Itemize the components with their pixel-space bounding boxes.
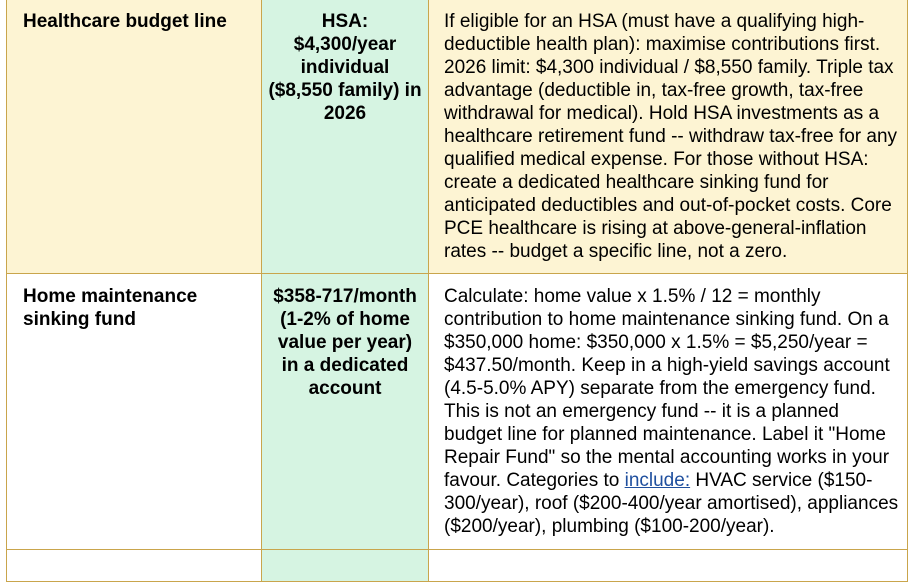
budget-table: [6, 0, 908, 582]
table-cell-empty: [7, 550, 262, 582]
table-cell-empty: [429, 550, 908, 582]
guidance-text: If eligible for an HSA (must have a qualifying high-deductible health plan): maximise contributions first. 2026 limit: $4,300 individual / $8,550 family. Triple tax advantage (deductible in, tax-free growth, tax-free withdrawal for medical). Hold HSA investments as a healthcare retirement fund -- withdraw tax-free for any qualified medical expense. For those without HSA: create a dedicated healthcare sinking fund for anticipated deductibles and out-of-pocket costs. Core PCE healthcare is rising at above-general-inflation rates -- budget a specific line, not a zero.: [429, 0, 908, 274]
guidance-text-part: HVAC service ($150-300/year), roof ($200-400/year amortised), appliances ($200/year), plumbing ($100-200/year).: [444, 470, 899, 537]
table-row: [7, 274, 908, 550]
table-row-partial: [7, 550, 908, 582]
budget-item-name: Home maintenance sinking fund: [7, 274, 262, 550]
table-cell-empty: [262, 550, 429, 582]
include-link[interactable]: include:: [624, 470, 691, 491]
recommended-amount: $358-717/month (1-2% of home value per year) in a dedicated account: [262, 274, 429, 550]
guidance-text-part: Calculate: home value x 1.5% / 12 = monthly contribution to home maintenance sinking fund. On a $350,000 home: $350,000 x 1.5% = $5,250/year = $437.50/month. Keep in a high-yield savings account (4.5-5.0% APY) separate from the emergency fund. This is not an emergency fund -- it is a planned budget line for planned maintenance. Label it "Home Repair Fund" so the mental accounting works in your favour. Categories to: [444, 286, 890, 491]
guidance-text: [429, 274, 908, 550]
recommended-amount: HSA: $4,300/year individual ($8,550 family) in 2026: [262, 0, 429, 274]
table-row: [7, 0, 908, 274]
budget-item-name: Healthcare budget line: [7, 0, 262, 274]
